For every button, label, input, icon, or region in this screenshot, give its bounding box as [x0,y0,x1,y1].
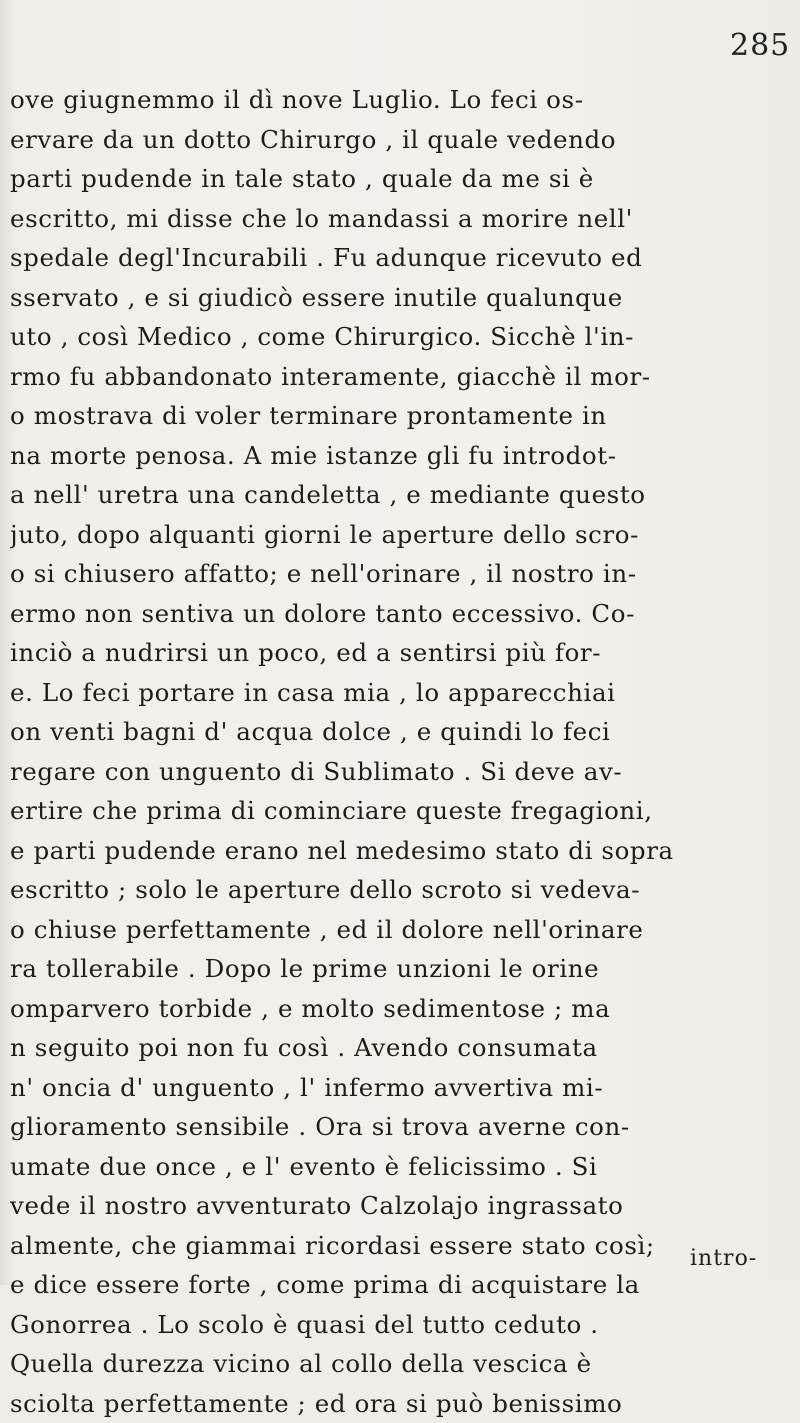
text-line: ertire che prima di cominciare queste fregagioni, [10,791,800,831]
text-line: escritto, mi disse che lo mandassi a morire nell' [10,199,800,239]
catchword: intro- [690,1246,757,1271]
text-line: a nell' uretra una candeletta , e mediante questo [10,475,800,515]
text-line: uto , così Medico , come Chirurgico. Sicchè l'in- [10,317,800,357]
text-line: escritto ; solo le aperture dello scroto si vedeva- [10,870,800,910]
text-line: o chiuse perfettamente , ed il dolore nell'orinare [10,910,800,950]
body-text [10,80,800,1423]
text-line: rmo fu abbandonato interamente, giacchè il mor- [10,357,800,397]
text-line: sservato , e si giudicò essere inutile qualunque [10,278,800,318]
text-line: n' oncia d' unguento , l' infermo avvertiva mi- [10,1068,800,1108]
text-line: na morte penosa. A mie istanze gli fu introdot- [10,436,800,476]
text-line: vede il nostro avventurato Calzolajo ingrassato [10,1186,800,1226]
text-line: Gonorrea . Lo scolo è quasi del tutto ceduto . [10,1305,800,1345]
text-line: juto, dopo alquanti giorni le aperture dello scro- [10,515,800,555]
text-line: omparvero torbide , e molto sedimentose ; ma [10,989,800,1029]
text-line: almente, che giammai ricordasi essere stato così; [10,1226,800,1266]
text-line: sciolta perfettamente ; ed ora si può benissimo [10,1384,800,1423]
text-line: ra tollerabile . Dopo le prime unzioni le orine [10,949,800,989]
text-line: spedale degl'Incurabili . Fu adunque ricevuto ed [10,238,800,278]
text-line: e dice essere forte , come prima di acquistare la [10,1265,800,1305]
text-line: o mostrava di voler terminare prontamente in [10,396,800,436]
page-number: 285 [730,28,790,63]
text-line: ermo non sentiva un dolore tanto eccessivo. Co- [10,594,800,634]
text-line: ove giugnemmo il dì nove Luglio. Lo feci os- [10,80,800,120]
text-line: regare con unguento di Sublimato . Si deve av- [10,752,800,792]
text-line: e parti pudende erano nel medesimo stato di sopra [10,831,800,871]
text-line: e. Lo feci portare in casa mia , lo apparecchiai [10,673,800,713]
text-line: parti pudende in tale stato , quale da me si è [10,159,800,199]
text-line: on venti bagni d' acqua dolce , e quindi lo feci [10,712,800,752]
text-line: inciò a nudrirsi un poco, ed a sentirsi più for- [10,633,800,673]
text-line: Quella durezza vicino al collo della vescica è [10,1344,800,1384]
text-line: umate due once , e l' evento è felicissimo . Si [10,1147,800,1187]
text-line: glioramento sensibile . Ora si trova averne con- [10,1107,800,1147]
text-line: o si chiusero affatto; e nell'orinare , il nostro in- [10,554,800,594]
text-line: ervare da un dotto Chirurgo , il quale vedendo [10,120,800,160]
text-line: n seguito poi non fu così . Avendo consumata [10,1028,800,1068]
